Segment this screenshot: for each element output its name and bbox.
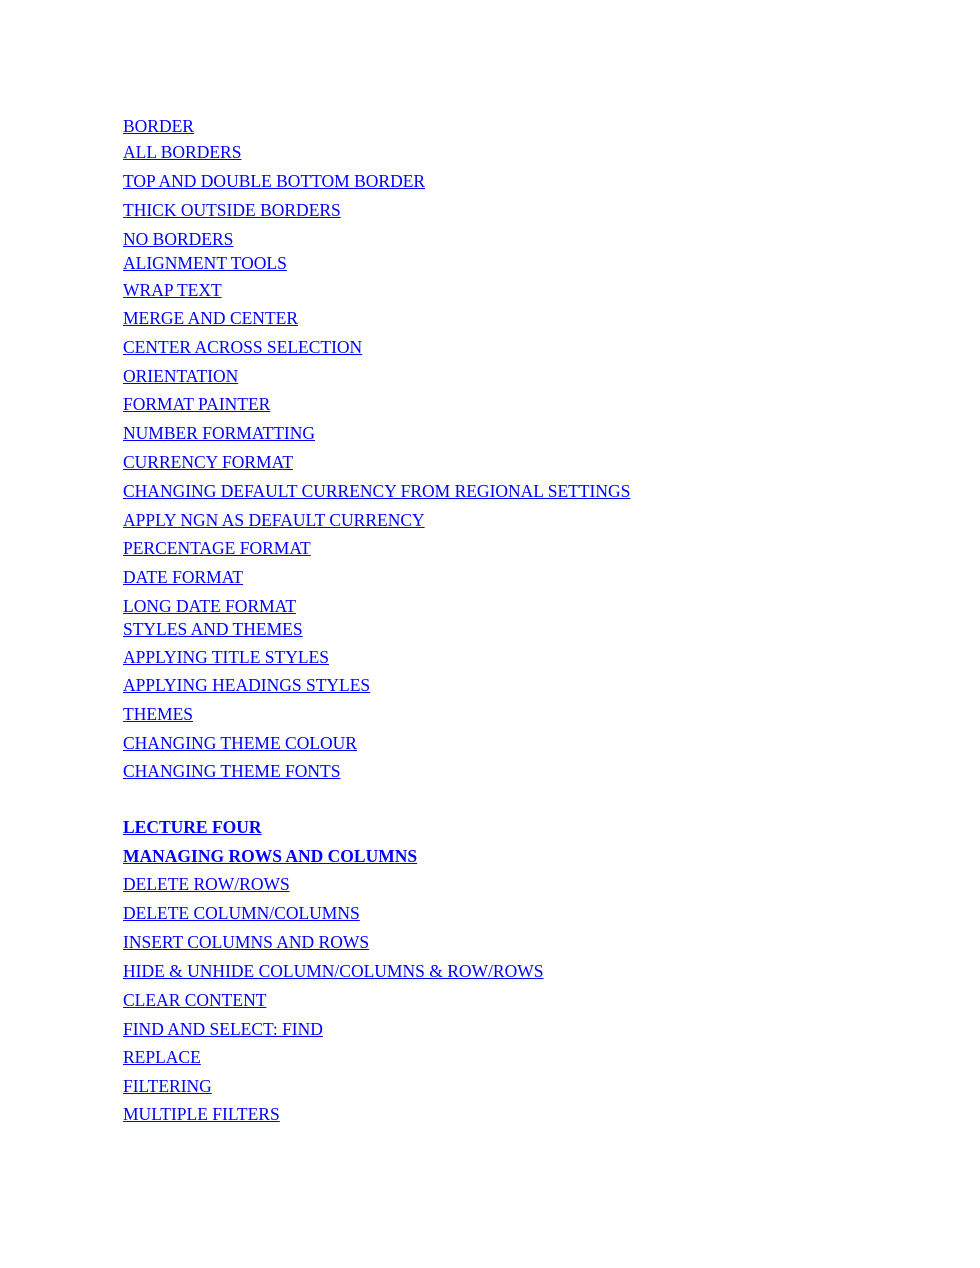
toc-link-clear-content[interactable]: CLEAR CONTENT bbox=[123, 990, 267, 1010]
toc-link-apply-ngn-default-currency[interactable]: APPLY NGN AS DEFAULT CURRENCY bbox=[123, 510, 425, 530]
toc-link-changing-theme-colour[interactable]: CHANGING THEME COLOUR bbox=[123, 733, 357, 753]
toc-link-multiple-filters[interactable]: MULTIPLE FILTERS bbox=[123, 1104, 280, 1124]
toc-link-wrap-text[interactable]: WRAP TEXT bbox=[123, 280, 222, 300]
toc-link-themes[interactable]: THEMES bbox=[123, 704, 193, 724]
toc-link-insert-columns-and-rows[interactable]: INSERT COLUMNS AND ROWS bbox=[123, 932, 370, 952]
toc-link-applying-headings-styles[interactable]: APPLYING HEADINGS STYLES bbox=[123, 675, 371, 695]
toc-link-percentage-format[interactable]: PERCENTAGE FORMAT bbox=[123, 538, 311, 558]
toc-link-thick-outside-borders[interactable]: THICK OUTSIDE BORDERS bbox=[123, 200, 341, 220]
toc-link-find-and-select[interactable]: FIND AND SELECT: FIND bbox=[123, 1019, 323, 1039]
toc-link-applying-title-styles[interactable]: APPLYING TITLE STYLES bbox=[123, 647, 329, 667]
toc-link-format-painter[interactable]: FORMAT PAINTER bbox=[123, 394, 271, 414]
toc-link-number-formatting[interactable]: NUMBER FORMATTING bbox=[123, 423, 316, 443]
toc-link-hide-unhide[interactable]: HIDE & UNHIDE COLUMN/COLUMNS & ROW/ROWS bbox=[123, 961, 544, 981]
toc-link-delete-rows[interactable]: DELETE ROW/ROWS bbox=[123, 874, 290, 894]
toc-link-center-across-selection[interactable]: CENTER ACROSS SELECTION bbox=[123, 337, 363, 357]
toc-link-styles-and-themes[interactable]: STYLES AND THEMES bbox=[123, 619, 303, 639]
toc-link-delete-columns[interactable]: DELETE COLUMN/COLUMNS bbox=[123, 903, 360, 923]
toc-link-changing-default-currency[interactable]: CHANGING DEFAULT CURRENCY FROM REGIONAL SETTINGS bbox=[123, 481, 631, 501]
toc-link-merge-and-center[interactable]: MERGE AND CENTER bbox=[123, 308, 298, 328]
toc-link-long-date-format[interactable]: LONG DATE FORMAT bbox=[123, 596, 297, 616]
toc-link-all-borders[interactable]: ALL BORDERS bbox=[123, 142, 242, 162]
toc-link-changing-theme-fonts[interactable]: CHANGING THEME FONTS bbox=[123, 761, 341, 781]
toc-link-orientation[interactable]: ORIENTATION bbox=[123, 366, 239, 386]
toc-link-no-borders[interactable]: NO BORDERS bbox=[123, 229, 234, 249]
toc-link-filtering[interactable]: FILTERING bbox=[123, 1076, 212, 1096]
toc-link-managing-rows-and-columns[interactable]: MANAGING ROWS AND COLUMNS bbox=[123, 846, 418, 866]
toc-link-replace[interactable]: REPLACE bbox=[123, 1047, 201, 1067]
toc-link-lecture-four[interactable]: LECTURE FOUR bbox=[123, 817, 262, 837]
toc-link-currency-format[interactable]: CURRENCY FORMAT bbox=[123, 452, 294, 472]
toc-link-alignment-tools[interactable]: ALIGNMENT TOOLS bbox=[123, 253, 287, 273]
toc-link-date-format[interactable]: DATE FORMAT bbox=[123, 567, 244, 587]
toc-link-top-and-double-bottom-border[interactable]: TOP AND DOUBLE BOTTOM BORDER bbox=[123, 171, 426, 191]
toc-link-border[interactable]: BORDER bbox=[123, 116, 194, 136]
